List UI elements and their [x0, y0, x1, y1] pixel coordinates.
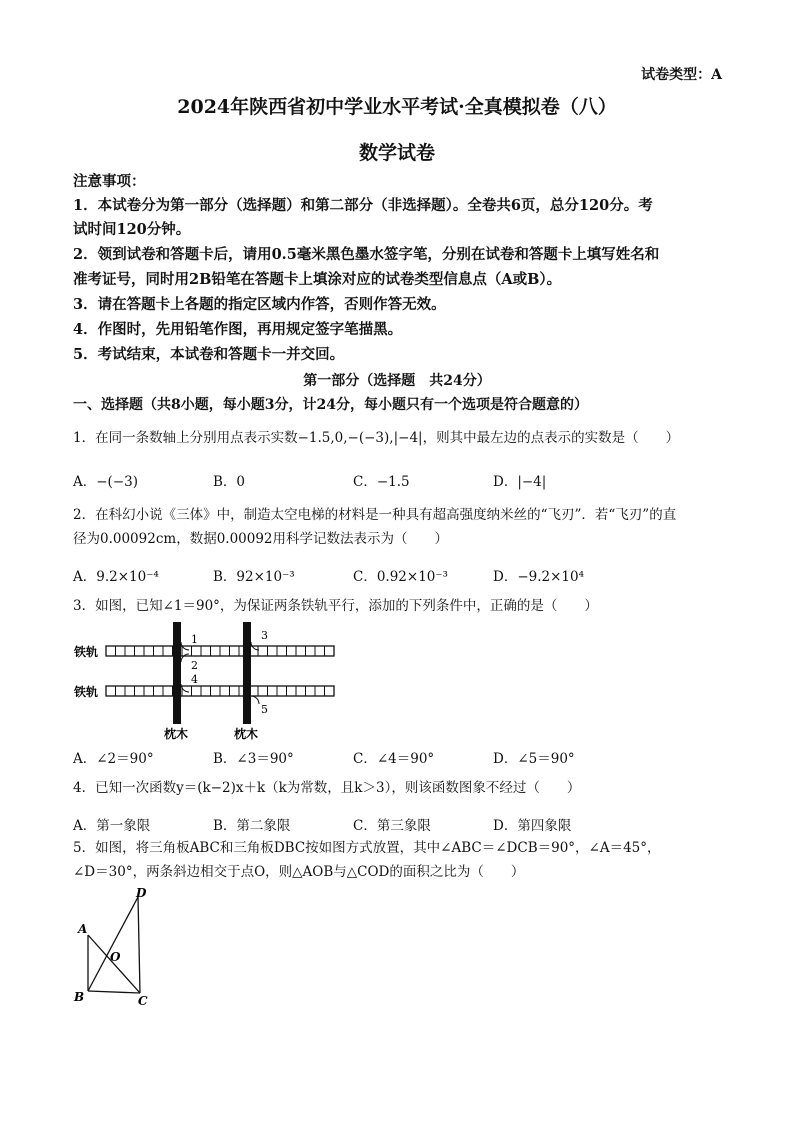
question-4-stem: 4．已知一次函数y＝(k−2)x＋k（k为常数，且k＞3），则该函数图象不经过（ ） — [73, 780, 581, 796]
rails — [106, 646, 334, 696]
question-1-option-b: B．0 — [213, 474, 246, 490]
note-line: 1．本试卷分为第一部分（选择题）和第二部分（非选择题）。全卷共6页，总分120分。考 — [73, 197, 653, 214]
segment-cd — [138, 897, 140, 993]
segment-bc — [88, 991, 140, 993]
angle-3-label: 3 — [261, 629, 268, 642]
question-3-option-d: D．∠5＝90° — [493, 751, 575, 767]
segment-ac — [88, 935, 140, 993]
note-line: 准考证号，同时用2B铅笔在答题卡上填涂对应的试卷类型信息点（A或B）。 — [73, 271, 562, 288]
question-1-stem: 1．在同一条数轴上分别用点表示实数−1.5,0,−(−3),|−4|，则其中最左边的点表示的实数是（ ） — [73, 430, 680, 446]
angle-5-arc — [251, 696, 259, 704]
question-3-option-a: A．∠2＝90° — [73, 751, 154, 767]
question-2-stem: 径为0.00092cm，数据0.00092用科学记数法表示为（ ） — [73, 531, 449, 547]
question-2-option-d: D．−9.2×10⁴ — [493, 569, 585, 585]
point-o-label: O — [110, 950, 121, 964]
angle-1-label: 1 — [191, 633, 198, 646]
sleeper-right — [243, 622, 251, 724]
angle-5-label: 5 — [261, 703, 268, 716]
angle-4-label: 4 — [191, 673, 198, 686]
question-5-stem: 5．如图，将三角板ABC和三角板DBC按如图方式放置，其中∠ABC＝∠DCB＝90°，∠A＝45°， — [73, 840, 661, 856]
question-1-option-a: A．−(−3) — [73, 474, 138, 490]
question-3-option-c: C．∠4＝90° — [353, 751, 435, 767]
sleeper-left — [173, 622, 181, 724]
part1-heading: 第一部分（选择题 共24分） — [303, 373, 491, 389]
question-5-stem: ∠D＝30°，两条斜边相交于点O，则△AOB与△COD的面积之比为（ ） — [73, 864, 525, 880]
question-1-option-c: C．−1.5 — [353, 474, 410, 490]
question-4-option-b: B．第二象限 — [213, 818, 291, 834]
question-4-option-d: D．第四象限 — [493, 818, 572, 834]
railway-figure — [72, 620, 342, 745]
paper-type: 试卷类型：A — [641, 67, 722, 83]
question-3-stem: 3．如图，已知∠1＝90°，为保证两条铁轨平行，添加的下列条件中，正确的是（ ） — [73, 598, 598, 614]
question-3-option-b: B．∠3＝90° — [213, 751, 294, 767]
note-line: 4．作图时，先用铅笔作图，再用规定签字笔描黑。 — [73, 321, 403, 338]
rail-label-top: 铁轨 — [74, 645, 99, 659]
angle-2-label: 2 — [191, 659, 198, 672]
note-line: 试时间120分钟。 — [73, 221, 191, 238]
notes-heading: 注意事项： — [73, 173, 146, 190]
point-a-label: A — [78, 922, 88, 936]
sleeper-label-right: 枕木 — [234, 727, 259, 741]
triangle-figure — [70, 885, 160, 1010]
question-2-option-c: C．0.92×10⁻³ — [353, 569, 448, 585]
point-c-label: C — [138, 994, 148, 1008]
sleeper-label-left: 枕木 — [164, 727, 189, 741]
point-d-label: D — [136, 886, 147, 900]
question-2-option-b: B．92×10⁻³ — [213, 569, 295, 585]
question-4-option-c: C．第三象限 — [353, 818, 431, 834]
rail-label-bottom: 铁轨 — [74, 685, 99, 699]
note-line: 3．请在答题卡上各题的指定区域内作答，否则作答无效。 — [73, 296, 446, 313]
question-4-option-a: A．第一象限 — [73, 818, 151, 834]
point-b-label: B — [74, 990, 85, 1004]
note-line: 5．考试结束，本试卷和答题卡一并交回。 — [73, 346, 345, 363]
note-line: 2．领到试卷和答题卡后，请用0.5毫米黑色墨水签字笔，分别在试卷和答题卡上填写姓名和 — [73, 246, 660, 263]
question-2-stem: 2．在科幻小说《三体》中，制造太空电梯的材料是一种具有超高强度纳米丝的“飞刃”．若“飞刃”的直 — [73, 507, 677, 523]
question-1-option-d: D．|−4| — [493, 474, 547, 490]
exam-subtitle: 数学试卷 — [358, 142, 435, 164]
section-heading: 一、选择题（共8小题，每小题3分，计24分，每小题只有一个选项是符合题意的） — [73, 397, 588, 413]
question-2-option-a: A．9.2×10⁻⁴ — [73, 569, 159, 585]
exam-title: 2024年陕西省初中学业水平考试·全真模拟卷（八） — [177, 96, 617, 118]
